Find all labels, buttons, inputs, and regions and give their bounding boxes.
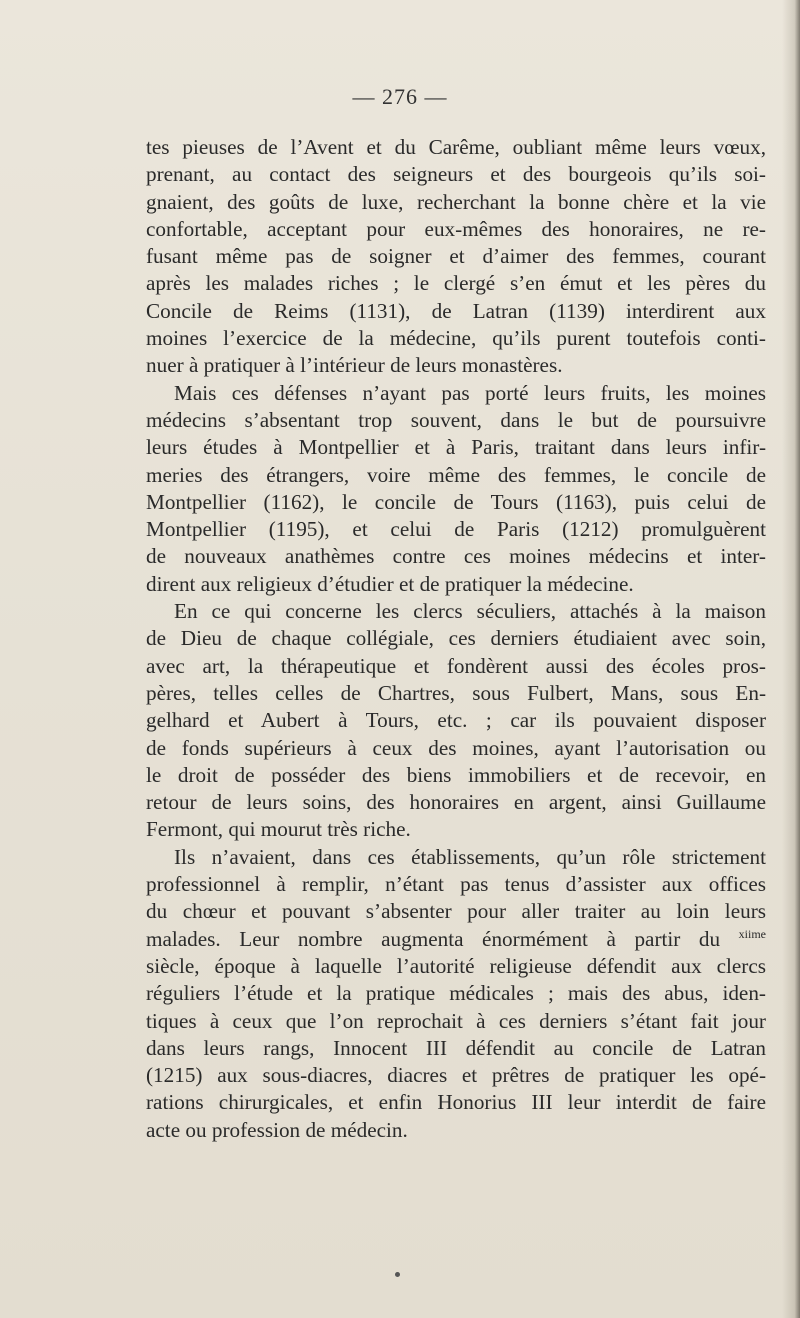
- text-line: pères, telles celles de Chartres, sous Fulbert, Mans, sous En-: [146, 680, 766, 705]
- ink-speck: [395, 1272, 400, 1277]
- text-line: malades. Leur nombre augmenta énormément à partir du $^{xiime}$: [146, 926, 766, 951]
- text-line: prenant, au contact des seigneurs et des bourgeois qu’ils soi-: [146, 162, 766, 187]
- text-line: de nouveaux anathèmes contre ces moines médecins et inter-: [146, 544, 766, 569]
- text-line: tiques à ceux que l’on reprochait à ces derniers s’étant fait jour: [146, 1008, 766, 1033]
- text-line: gelhard et Aubert à Tours, etc. ; car ils pouvaient disposer: [146, 708, 766, 733]
- text-line: retour de leurs soins, des honoraires en argent, ainsi Guillaume: [146, 790, 766, 815]
- text-line: réguliers l’étude et la pratique médicales ; mais des abus, iden-: [146, 981, 766, 1006]
- text-line: meries des étrangers, voire même des femmes, le concile de: [146, 462, 766, 487]
- text-line: siècle, époque à laquelle l’autorité religieuse défendit aux clercs: [146, 953, 766, 978]
- text-line: Montpellier (1162), le concile de Tours (1163), puis celui de: [146, 489, 766, 514]
- text-line: leurs études à Montpellier et à Paris, traitant dans leurs infir-: [146, 435, 766, 460]
- text-line: après les malades riches ; le clergé s’en émut et les pères du: [146, 271, 766, 296]
- text-line: (1215) aux sous-diacres, diacres et prêtres de pratiquer les opé-: [146, 1063, 766, 1088]
- text-line: dirent aux religieux d’étudier et de pratiquer la médecine.: [146, 571, 634, 596]
- page-number: — 276 —: [352, 84, 448, 109]
- text-line: professionnel à remplir, n’étant pas tenus d’assister aux offices: [146, 872, 766, 897]
- text-line: Ils n’avaient, dans ces établissements, qu’un rôle strictement: [174, 844, 766, 869]
- text-line: Mais ces défenses n’ayant pas porté leurs fruits, les moines: [174, 380, 766, 405]
- text-line: du chœur et pouvant s’absenter pour aller traiter au loin leurs: [146, 899, 766, 924]
- text-line: gnaient, des goûts de luxe, recherchant la bonne chère et la vie: [146, 189, 766, 214]
- text-line: le droit de posséder des biens immobiliers et de recevoir, en: [146, 762, 766, 787]
- text-line: nuer à pratiquer à l’intérieur de leurs monastères.: [146, 353, 563, 378]
- text-line: Fermont, qui mourut très riche.: [146, 817, 411, 842]
- text-line: avec art, la thérapeutique et fondèrent aussi des écoles pros-: [146, 653, 766, 678]
- text-line: médecins s’absentant trop souvent, dans le but de poursuivre: [146, 407, 766, 432]
- page-edge-shadow: [782, 0, 800, 1318]
- text-line: dans leurs rangs, Innocent III défendit au concile de Latran: [146, 1035, 766, 1060]
- text-line: Montpellier (1195), et celui de Paris (1212) promulguèrent: [146, 517, 766, 542]
- body-text: [146, 134, 766, 1144]
- text-line: Concile de Reims (1131), de Latran (1139) interdirent aux: [146, 298, 766, 323]
- text-line: de fonds supérieurs à ceux des moines, ayant l’autorisation ou: [146, 735, 766, 760]
- text-line: de Dieu de chaque collégiale, ces derniers étudiaient avec soin,: [146, 626, 766, 651]
- text-line: tes pieuses de l’Avent et du Carême, oubliant même leurs vœux,: [146, 135, 766, 159]
- text-line: moines l’exercice de la médecine, qu’ils purent toutefois conti-: [146, 326, 766, 351]
- text-line: fusant même pas de soigner et d’aimer des femmes, courant: [146, 244, 766, 269]
- text-line: En ce qui concerne les clercs séculiers, attachés à la maison: [174, 599, 766, 624]
- text-line: rations chirurgicales, et enfin Honorius III leur interdit de faire: [146, 1090, 766, 1115]
- text-line: confortable, acceptant pour eux-mêmes des honoraires, ne re-: [146, 216, 766, 241]
- century-superscript: xiime: [738, 926, 766, 941]
- text-line: acte ou profession de médecin.: [146, 1117, 408, 1142]
